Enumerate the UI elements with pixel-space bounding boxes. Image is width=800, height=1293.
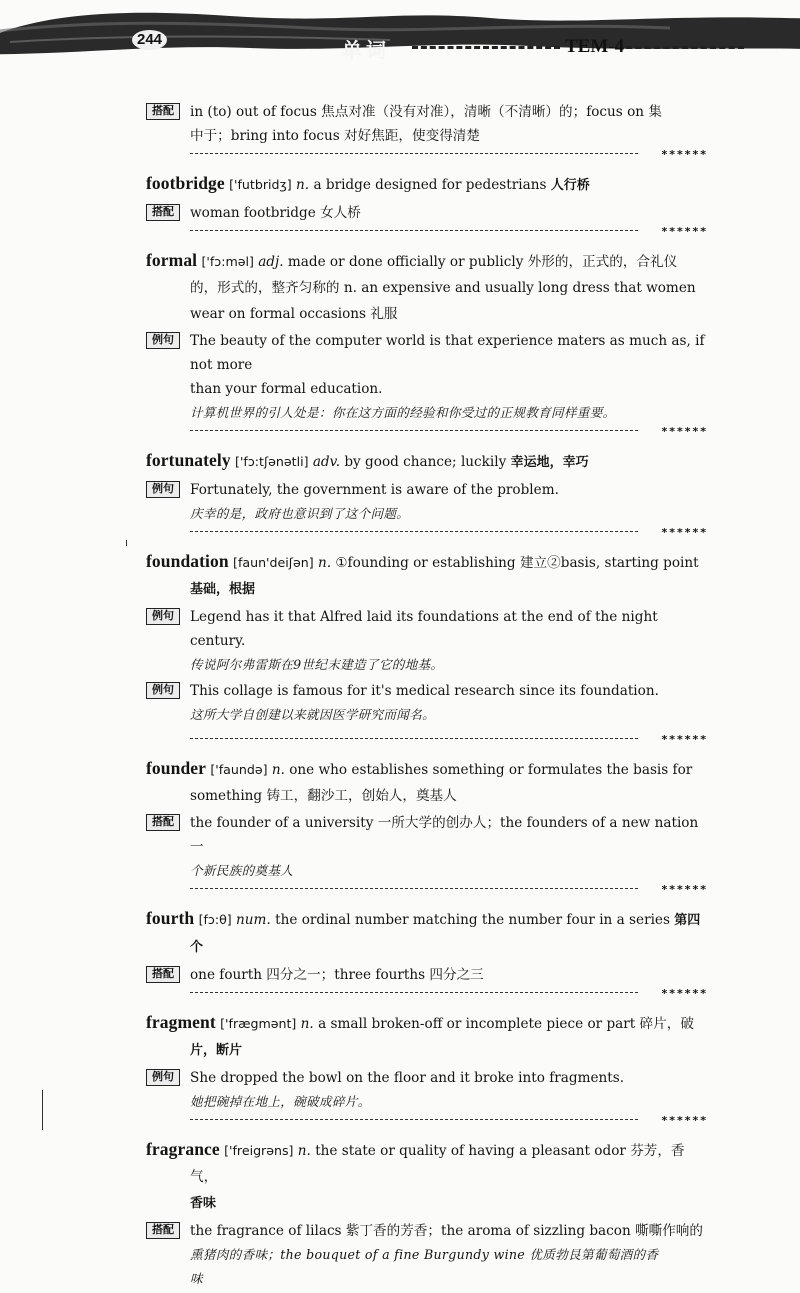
block-line-cn: 这所大学自创建以来就因医学研究而闻名。 (190, 707, 435, 722)
block-line: 中于；bring into focus 对好焦距，使变得清楚 (190, 128, 480, 144)
definition: the state or quality of having a pleasant odor 芬芳，香气， (190, 1143, 685, 1185)
example-block (146, 679, 708, 727)
collocation-block (146, 201, 708, 225)
definition: the ordinal number matching the number four in a series (275, 912, 670, 928)
entry-headline (146, 247, 708, 327)
block-line-cn: 庆幸的是，政府也意识到了这个问题。 (190, 506, 410, 521)
part-of-speech: adj. (258, 254, 284, 270)
part-of-speech: n. (300, 1016, 314, 1032)
margin-mark (42, 1090, 43, 1130)
example-tag: 例句 (146, 332, 180, 349)
block-line: woman footbridge 女人桥 (190, 205, 361, 221)
example-tag: 例句 (146, 481, 180, 498)
phonetic: ['futbridʒ] (229, 177, 292, 192)
definition: ①founding or establishing 建立②basis, starting point (335, 555, 699, 571)
phonetic: ['frægmənt] (220, 1016, 297, 1031)
definition: wear on formal occasions 礼服 (190, 306, 398, 322)
example-tag: 例句 (146, 608, 180, 625)
margin-mark (126, 540, 127, 546)
definition-cn: 第四个 (190, 913, 701, 955)
headword: footbridge (146, 173, 225, 193)
entry-headline (146, 1009, 708, 1064)
exam-label: TEM-4 (565, 36, 625, 57)
entry-formal (146, 247, 708, 441)
definition-cn: 人行桥 (550, 178, 590, 193)
block-line: the founder of a university 一所大学的创办人；the founders of a new nation 一 (190, 815, 699, 855)
entry-founder (146, 755, 708, 899)
entry-separator: ****** (190, 989, 708, 1003)
definition-cn: 片，断片 (190, 1043, 243, 1058)
collocation-tag: 搭配 (146, 814, 180, 831)
headword: formal (146, 250, 198, 270)
entry-headline (146, 905, 708, 961)
dictionary-content (146, 100, 708, 1293)
entry-foundation (146, 548, 708, 749)
example-block (146, 329, 708, 425)
block-line-cn: 她把碗掉在地上，碗破成碎片。 (190, 1094, 371, 1109)
entry-headline (146, 447, 708, 476)
entry-separator: ****** (190, 885, 708, 899)
entry-separator: ****** (190, 1116, 708, 1130)
entry-headline (146, 170, 708, 199)
block-line: in (to) out of focus 焦点对准（没有对准），清晰（不清晰）的；focus on 集 (190, 104, 662, 120)
block-line-cn: 计算机世界的引人处是：你在这方面的经验和你受过的正规教育同样重要。 (190, 405, 616, 420)
headword: foundation (146, 551, 229, 571)
entry-headline (146, 548, 708, 603)
block-line: She dropped the bowl on the floor and it broke into fragments. (190, 1070, 625, 1086)
block-line: This collage is famous for it's medical research since its foundation. (190, 683, 659, 699)
entry-fragrance (146, 1136, 708, 1291)
header-divider-left (412, 46, 560, 49)
section-title: 单词 (342, 38, 390, 62)
definition: made or done officially or publicly 外形的，正式的，合礼仪 (287, 254, 678, 270)
collocation-tag: 搭配 (146, 103, 180, 120)
page-header (0, 0, 800, 95)
collocation-tag: 搭配 (146, 966, 180, 983)
block-line: Legend has it that Alfred laid its foundations at the end of the night century. (190, 609, 658, 649)
entry-separator: ****** (190, 227, 708, 241)
entry-separator: ****** (190, 427, 708, 441)
entry-continuation (146, 100, 708, 164)
entry-headline (146, 1136, 708, 1217)
part-of-speech: n. (271, 762, 285, 778)
definition: 的，形式的，整齐匀称的 n. an expensive and usually long dress that women (190, 280, 696, 296)
example-block (146, 1066, 708, 1114)
part-of-speech: n. (296, 177, 310, 193)
example-block (146, 605, 708, 677)
block-line: one fourth 四分之一；three fourths 四分之三 (190, 967, 484, 983)
collocation-tag: 搭配 (146, 1222, 180, 1239)
entry-footbridge (146, 170, 708, 241)
part-of-speech: num. (236, 912, 271, 928)
block-line-cn: 熏猪肉的香味；the bouquet of a fine Burgundy wine 优质勃艮第葡萄酒的香 (190, 1247, 659, 1262)
definition: one who establishes something or formulates the basis for (289, 762, 693, 778)
part-of-speech: adv. (312, 454, 341, 470)
entry-headline (146, 755, 708, 809)
header-divider-right (626, 46, 744, 49)
phonetic: [faun'deiʃən] (233, 555, 314, 570)
definition-cn: 基础，根据 (190, 582, 256, 597)
definition-cn: 幸运地，幸巧 (510, 455, 589, 470)
definition: a small broken-off or incomplete piece or part 碎片，破 (318, 1016, 694, 1032)
block-line: than your formal education. (190, 381, 383, 397)
entry-fortunately (146, 447, 708, 542)
block-line: The beauty of the computer world is that experience maters as much as, if not more (190, 333, 705, 373)
headword: fragment (146, 1012, 216, 1032)
definition: something 铸工，翻沙工，创始人，奠基人 (190, 788, 457, 804)
entry-fragment (146, 1009, 708, 1130)
headword: fortunately (146, 450, 231, 470)
collocation-tag: 搭配 (146, 204, 180, 221)
collocation-block (146, 100, 708, 148)
definition-cn: 香味 (190, 1196, 217, 1211)
example-block (146, 478, 708, 526)
part-of-speech: n. (297, 1143, 311, 1159)
entry-separator: ****** (190, 150, 708, 164)
block-line-cn: 味 (190, 1271, 203, 1286)
block-line: Fortunately, the government is aware of the problem. (190, 482, 559, 498)
example-tag: 例句 (146, 682, 180, 699)
phonetic: ['fɔ:məl] (201, 254, 254, 269)
phonetic: ['faundə] (210, 762, 268, 777)
entry-fourth (146, 905, 708, 1003)
phonetic: ['fɔ:tʃənətli] (235, 454, 309, 469)
block-line-cn: 个新民族的奠基人 (190, 863, 294, 878)
block-line: the fragrance of lilacs 紫丁香的芳香；the aroma of sizzling bacon 嘶嘶作响的 (190, 1223, 703, 1239)
phonetic: [fɔ:θ] (198, 912, 232, 927)
collocation-block (146, 963, 708, 987)
collocation-block (146, 1219, 708, 1291)
example-tag: 例句 (146, 1069, 180, 1086)
collocation-block (146, 811, 708, 883)
definition: a bridge designed for pedestrians (313, 177, 547, 193)
headword: fourth (146, 908, 195, 928)
headword: fragrance (146, 1139, 220, 1159)
phonetic: ['freigrəns] (224, 1143, 294, 1158)
part-of-speech: n. (317, 555, 332, 571)
block-line-cn: 传说阿尔弗雷斯在9世纪末建造了它的地基。 (190, 657, 444, 672)
headword: founder (146, 758, 207, 778)
page-number: 244 (132, 30, 167, 50)
entry-separator: ****** (190, 735, 708, 749)
definition: by good chance; luckily (344, 454, 507, 470)
entry-separator: ****** (190, 528, 708, 542)
